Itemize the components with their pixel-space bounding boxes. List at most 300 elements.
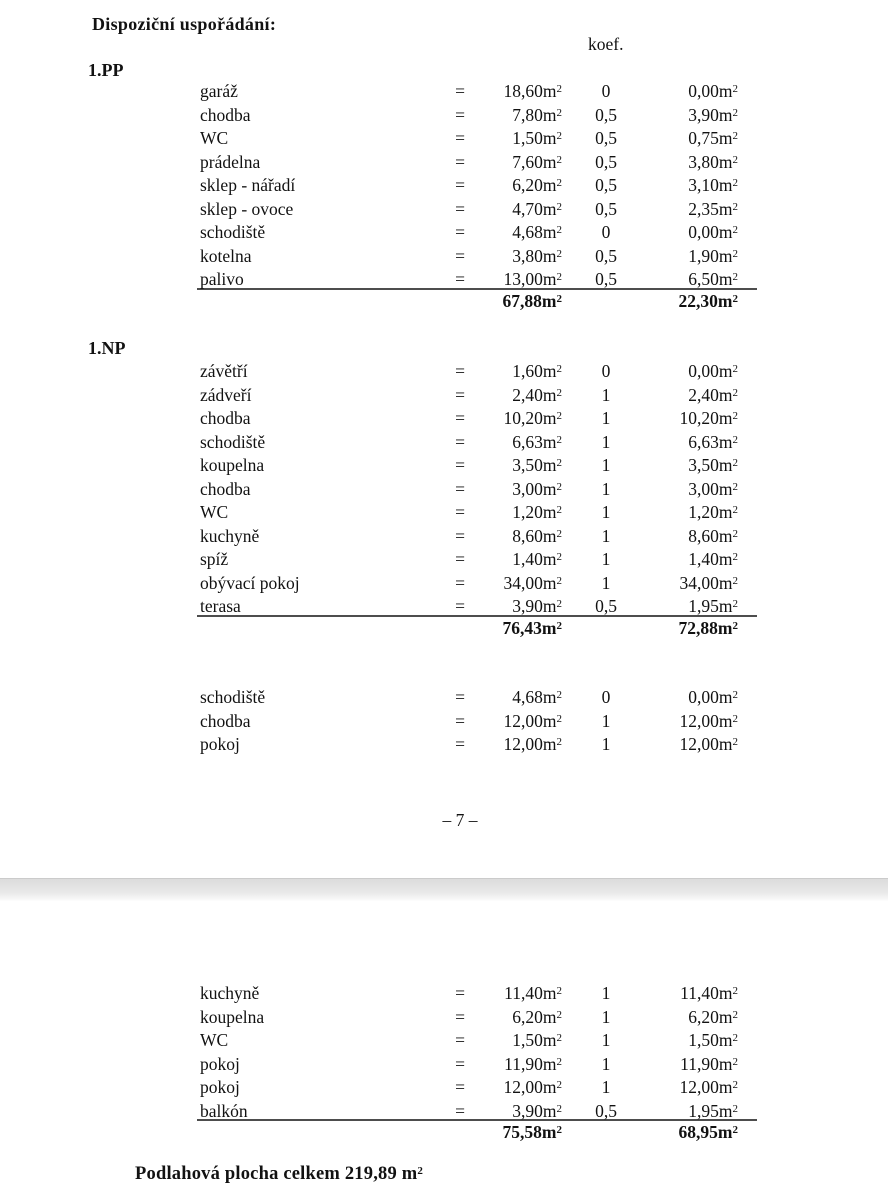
area-value: 8,60 <box>512 525 543 546</box>
total-area-value: 76,43 <box>502 617 542 638</box>
unit-label: m <box>542 151 557 172</box>
unit-exponent: 2 <box>732 83 738 95</box>
room-name: WC <box>200 128 229 148</box>
unit-label: m <box>718 572 733 593</box>
table-row <box>200 407 888 431</box>
unit-label: m <box>718 455 733 475</box>
result-value: 0,00 <box>688 222 719 242</box>
room-name: WC <box>200 1030 229 1050</box>
result-value: 6,20 <box>688 1006 719 1027</box>
unit-label: m <box>542 269 557 289</box>
result-value: 10,20 <box>679 408 719 428</box>
unit-exponent: 2 <box>732 457 738 469</box>
unit-exponent: 2 <box>417 1165 424 1177</box>
room-name: kotelna <box>200 245 252 266</box>
unit-exponent: 2 <box>556 410 562 422</box>
result-value: 1,20 <box>688 502 719 522</box>
unit-label: m <box>542 734 557 754</box>
koef-value: 0,5 <box>595 596 617 616</box>
weighted-area <box>650 982 738 1006</box>
area-value: 3,50 <box>512 455 543 475</box>
koef-value: 0,5 <box>595 151 617 172</box>
room-area <box>468 982 562 1006</box>
weighted-area <box>650 1029 738 1053</box>
koef-value: 1 <box>601 734 611 754</box>
koef-value: 1 <box>601 502 611 522</box>
result-value: 3,00 <box>688 478 719 499</box>
equals-sign: = <box>455 478 465 499</box>
weighted-area <box>650 1006 738 1030</box>
unit-exponent: 2 <box>732 712 738 725</box>
grand-total <box>135 1162 423 1186</box>
room-area <box>468 572 562 596</box>
area-value: 10,20 <box>503 408 543 428</box>
room-area <box>468 198 562 222</box>
unit-label: m <box>717 1122 733 1142</box>
area-value: 12,00 <box>503 710 543 731</box>
unit-exponent: 2 <box>556 200 562 213</box>
unit-label: m <box>718 431 733 452</box>
section-rows <box>0 686 888 757</box>
room-name: pokoj <box>200 734 240 754</box>
unit-exponent: 2 <box>732 574 738 587</box>
unit-label: m <box>541 1122 557 1142</box>
unit-label: m <box>542 1006 557 1027</box>
unit-label: m <box>542 983 557 1003</box>
area-value: 6,63 <box>512 431 543 452</box>
unit-exponent: 2 <box>732 689 738 701</box>
page-break-separator <box>0 878 888 901</box>
result-value: 12,00 <box>679 1077 719 1097</box>
room-area <box>468 1053 562 1077</box>
koef-value: 0 <box>601 81 611 101</box>
area-value: 2,40 <box>512 384 543 405</box>
area-value: 1,50 <box>512 128 543 148</box>
room-area <box>468 1076 562 1100</box>
equals-sign: = <box>455 1100 465 1121</box>
unit-label: m <box>542 128 557 148</box>
unit-label: m <box>718 734 733 754</box>
koef-value: 1 <box>601 384 611 405</box>
unit-label: m <box>542 549 557 569</box>
total-row <box>200 617 888 641</box>
unit-exponent: 2 <box>556 480 562 493</box>
unit-label: m <box>542 1100 557 1121</box>
equals-sign: = <box>455 431 465 452</box>
room-area <box>468 525 562 549</box>
unit-label: m <box>718 128 733 148</box>
unit-label: m <box>542 1053 557 1074</box>
area-value: 3,90 <box>512 1100 543 1121</box>
room-name: obývací pokoj <box>200 572 300 593</box>
total-area-value: 75,58 <box>502 1122 542 1142</box>
area-value: 12,00 <box>503 734 543 754</box>
table-row <box>200 1053 888 1077</box>
unit-label: m <box>542 408 557 428</box>
unit-exponent: 2 <box>556 177 562 189</box>
weighted-area <box>650 501 738 525</box>
equals-sign: = <box>455 222 465 242</box>
koef-value: 1 <box>601 572 611 593</box>
koef-value: 1 <box>601 455 611 475</box>
total-area <box>468 290 562 314</box>
weighted-area <box>650 384 738 408</box>
room-area <box>468 80 562 104</box>
koef-value: 1 <box>601 1006 611 1027</box>
koef-value: 0 <box>601 361 611 381</box>
koef-value: 0 <box>601 687 611 707</box>
unit-exponent: 2 <box>556 1008 562 1021</box>
equals-sign: = <box>455 151 465 172</box>
unit-label: m <box>542 198 557 219</box>
koef-value: 0,5 <box>595 1100 617 1121</box>
koef-value: 0,5 <box>595 245 617 266</box>
unit-exponent: 2 <box>556 1079 562 1091</box>
room-name: terasa <box>200 596 241 616</box>
area-value: 1,50 <box>512 1030 543 1050</box>
weighted-area <box>650 221 738 245</box>
unit-exponent: 2 <box>732 598 738 610</box>
unit-label: m <box>718 1006 733 1027</box>
section-continuation-table <box>0 686 888 757</box>
room-area <box>468 174 562 198</box>
room-name: kuchyně <box>200 525 260 546</box>
room-area <box>468 151 562 175</box>
unit-exponent: 2 <box>732 985 738 997</box>
equals-sign: = <box>455 361 465 381</box>
unit-label: m <box>718 710 733 731</box>
koef-value: 1 <box>601 710 611 731</box>
unit-exponent: 2 <box>732 551 738 563</box>
unit-exponent: 2 <box>556 985 562 997</box>
equals-sign: = <box>455 502 465 522</box>
unit-label: m <box>718 151 733 172</box>
weighted-area <box>650 454 738 478</box>
weighted-area <box>650 80 738 104</box>
result-value: 3,80 <box>688 151 719 172</box>
weighted-area <box>650 360 738 384</box>
result-value: 8,60 <box>688 525 719 546</box>
unit-label: m <box>718 549 733 569</box>
result-value: 6,50 <box>688 269 719 289</box>
room-area <box>468 1029 562 1053</box>
table-row <box>200 198 888 222</box>
table-row <box>200 151 888 175</box>
equals-sign: = <box>455 175 465 195</box>
area-value: 4,68 <box>512 222 543 242</box>
room-name: pokoj <box>200 1053 240 1074</box>
area-value: 13,00 <box>503 269 543 289</box>
room-area <box>468 127 562 151</box>
weighted-area <box>650 245 738 269</box>
section-label-1pp: 1.PP <box>88 60 124 80</box>
unit-exponent: 2 <box>732 106 738 119</box>
unit-label: m <box>542 175 557 195</box>
weighted-area <box>650 151 738 175</box>
room-area <box>468 710 562 734</box>
result-value: 11,40 <box>680 983 719 1003</box>
unit-exponent: 2 <box>556 363 562 375</box>
room-name: prádelna <box>200 151 261 172</box>
equals-sign: = <box>455 408 465 428</box>
equals-sign: = <box>455 549 465 569</box>
total-result-value: 72,88 <box>678 617 718 638</box>
unit-exponent: 2 <box>732 736 738 748</box>
equals-sign: = <box>455 1006 465 1027</box>
table-row <box>200 686 888 710</box>
result-value: 12,00 <box>679 710 719 731</box>
unit-exponent: 2 <box>556 574 562 587</box>
room-name: chodba <box>200 478 251 499</box>
room-name: chodba <box>200 104 251 125</box>
equals-sign: = <box>455 1053 465 1074</box>
koef-value: 0 <box>601 222 611 242</box>
section-rows <box>0 80 888 292</box>
unit-exponent: 2 <box>732 480 738 493</box>
table-row <box>200 595 888 619</box>
table-row <box>200 1029 888 1053</box>
unit-label: m <box>542 1077 557 1097</box>
unit-exponent: 2 <box>556 457 562 469</box>
result-value: 2,35 <box>688 198 719 219</box>
room-area <box>468 1100 562 1124</box>
koef-value: 1 <box>601 1030 611 1050</box>
weighted-area <box>650 104 738 128</box>
koef-value: 1 <box>601 549 611 569</box>
result-value: 6,63 <box>688 431 719 452</box>
weighted-area <box>650 572 738 596</box>
unit-label: m <box>542 596 557 616</box>
total-area-value: 67,88 <box>502 290 542 311</box>
table-row <box>200 710 888 734</box>
total-weighted-area <box>650 617 738 641</box>
room-name: chodba <box>200 710 251 731</box>
koef-value: 1 <box>601 1053 611 1074</box>
unit-label: m <box>542 525 557 546</box>
room-name: spíž <box>200 549 229 569</box>
room-name: koupelna <box>200 455 265 475</box>
koef-value: 1 <box>601 408 611 428</box>
unit-label: m <box>542 104 557 125</box>
area-value: 34,00 <box>503 572 543 593</box>
weighted-area <box>650 1076 738 1100</box>
room-name: závětří <box>200 361 248 381</box>
unit-exponent: 2 <box>556 689 562 701</box>
unit-exponent: 2 <box>732 433 738 446</box>
room-name: schodiště <box>200 431 266 452</box>
room-area <box>468 595 562 619</box>
result-value: 12,00 <box>679 734 719 754</box>
table-row <box>200 454 888 478</box>
room-area <box>468 454 562 478</box>
weighted-area <box>650 431 738 455</box>
room-name: kuchyně <box>200 983 260 1003</box>
unit-label: m <box>718 198 733 219</box>
section-nextpage-table <box>0 982 888 1145</box>
area-value: 7,60 <box>512 151 543 172</box>
result-value: 0,00 <box>688 361 719 381</box>
unit-exponent: 2 <box>732 200 738 213</box>
weighted-area <box>650 1100 738 1124</box>
room-name: sklep - nářadí <box>200 175 296 195</box>
result-value: 1,95 <box>688 1100 719 1121</box>
unit-label: m <box>718 687 733 707</box>
weighted-area <box>650 686 738 710</box>
equals-sign: = <box>455 455 465 475</box>
table-row <box>200 1006 888 1030</box>
koef-value: 1 <box>601 431 611 452</box>
unit-label: m <box>542 384 557 405</box>
equals-sign: = <box>455 525 465 546</box>
equals-sign: = <box>455 687 465 707</box>
area-value: 4,70 <box>512 198 543 219</box>
table-row <box>200 174 888 198</box>
room-name: palivo <box>200 269 244 289</box>
result-value: 0,00 <box>688 687 719 707</box>
table-row <box>200 548 888 572</box>
section-1np-table <box>0 360 888 640</box>
unit-exponent: 2 <box>556 106 562 119</box>
room-area <box>468 407 562 431</box>
unit-exponent: 2 <box>556 1032 562 1044</box>
section-label-1np: 1.NP <box>88 338 126 358</box>
unit-exponent: 2 <box>556 736 562 748</box>
unit-label: m <box>718 502 733 522</box>
table-row <box>200 384 888 408</box>
room-name: WC <box>200 502 229 522</box>
room-area <box>468 686 562 710</box>
section-rows <box>0 360 888 619</box>
unit-exponent: 2 <box>732 410 738 422</box>
unit-label: m <box>718 1053 733 1074</box>
unit-exponent: 2 <box>732 292 738 305</box>
unit-label: m <box>542 478 557 499</box>
equals-sign: = <box>455 710 465 731</box>
room-area <box>468 548 562 572</box>
unit-exponent: 2 <box>732 1008 738 1021</box>
table-row <box>200 431 888 455</box>
room-area <box>468 245 562 269</box>
weighted-area <box>650 174 738 198</box>
unit-exponent: 2 <box>556 1055 562 1068</box>
unit-label: m <box>718 384 733 405</box>
unit-exponent: 2 <box>556 247 562 260</box>
total-weighted-area <box>650 290 738 314</box>
equals-sign: = <box>455 596 465 616</box>
result-value: 0,75 <box>688 128 719 148</box>
equals-sign: = <box>455 1077 465 1097</box>
unit-label: m <box>718 104 733 125</box>
koef-column-header: koef. <box>588 34 624 54</box>
result-value: 1,40 <box>688 549 719 569</box>
unit-label: m <box>718 245 733 266</box>
unit-exponent: 2 <box>732 1055 738 1068</box>
koef-value: 1 <box>601 983 611 1003</box>
table-row <box>200 478 888 502</box>
unit-exponent: 2 <box>732 153 738 166</box>
unit-exponent: 2 <box>732 247 738 260</box>
unit-label: m <box>542 361 557 381</box>
grand-total-text: Podlahová plocha celkem 219,89 m <box>135 1164 418 1184</box>
total-row <box>200 1121 888 1145</box>
table-row <box>200 733 888 757</box>
section-1pp-table <box>0 80 888 313</box>
total-result-value: 22,30 <box>678 290 718 311</box>
unit-exponent: 2 <box>556 712 562 725</box>
unit-exponent: 2 <box>732 130 738 142</box>
room-area <box>468 360 562 384</box>
equals-sign: = <box>455 269 465 289</box>
table-row <box>200 1076 888 1100</box>
area-value: 18,60 <box>503 81 543 101</box>
unit-label: m <box>718 361 733 381</box>
total-result-value: 68,95 <box>678 1122 718 1142</box>
equals-sign: = <box>455 1030 465 1050</box>
result-value: 11,90 <box>680 1053 719 1074</box>
room-name: schodiště <box>200 687 266 707</box>
unit-label: m <box>542 245 557 266</box>
equals-sign: = <box>455 198 465 219</box>
equals-sign: = <box>455 245 465 266</box>
table-row <box>200 80 888 104</box>
weighted-area <box>650 407 738 431</box>
table-row <box>200 268 888 292</box>
room-name: schodiště <box>200 222 266 242</box>
area-value: 11,90 <box>504 1053 543 1074</box>
result-value: 0,00 <box>688 81 719 101</box>
table-row <box>200 982 888 1006</box>
room-name: garáž <box>200 81 238 101</box>
unit-label: m <box>718 525 733 546</box>
table-row <box>200 360 888 384</box>
unit-exponent: 2 <box>556 527 562 540</box>
koef-value: 0,5 <box>595 269 617 289</box>
unit-label: m <box>542 687 557 707</box>
room-area <box>468 431 562 455</box>
result-value: 3,10 <box>688 175 719 195</box>
total-weighted-area <box>650 1121 738 1145</box>
room-area <box>468 384 562 408</box>
area-value: 12,00 <box>503 1077 543 1097</box>
unit-label: m <box>542 1030 557 1050</box>
equals-sign: = <box>455 104 465 125</box>
area-value: 1,40 <box>512 549 543 569</box>
weighted-area <box>650 1053 738 1077</box>
unit-label: m <box>542 710 557 731</box>
unit-label: m <box>718 1077 733 1097</box>
room-name: sklep - ovoce <box>200 198 294 219</box>
area-value: 3,00 <box>512 478 543 499</box>
room-area <box>468 733 562 757</box>
table-row <box>200 501 888 525</box>
unit-label: m <box>541 617 557 638</box>
room-name: balkón <box>200 1100 248 1121</box>
unit-label: m <box>718 222 733 242</box>
unit-label: m <box>542 431 557 452</box>
unit-exponent: 2 <box>556 433 562 446</box>
result-value: 2,40 <box>688 384 719 405</box>
room-area <box>468 478 562 502</box>
unit-exponent: 2 <box>732 271 738 283</box>
table-row <box>200 245 888 269</box>
unit-exponent: 2 <box>556 619 562 632</box>
unit-label: m <box>718 81 733 101</box>
page-number: – 7 – <box>442 810 478 830</box>
unit-label: m <box>718 175 733 195</box>
equals-sign: = <box>455 384 465 405</box>
unit-exponent: 2 <box>732 386 738 399</box>
unit-label: m <box>542 222 557 242</box>
